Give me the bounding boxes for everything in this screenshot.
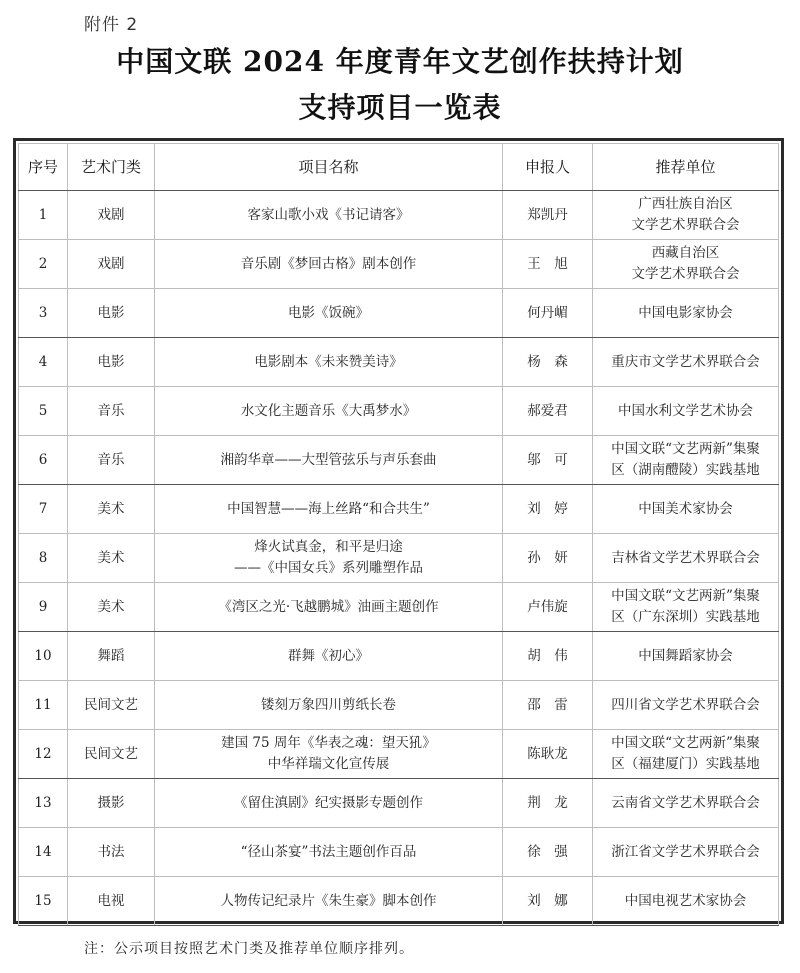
cell-applicant: 卢伟旋 — [503, 583, 593, 632]
cell-applicant: 陈耿龙 — [503, 730, 593, 779]
cell-project-line: 群舞《初心》 — [288, 647, 369, 664]
header-applicant: 申报人 — [503, 144, 593, 191]
cell-recommender-line: 文学艺术界联合会 — [631, 266, 740, 282]
cell-project — [155, 436, 503, 485]
cell-recommender-line: 中国文联“文艺两新”集聚 — [611, 588, 760, 604]
cell-project-line: 音乐剧《梦回古格》剧本创作 — [240, 255, 417, 272]
cell-recommender — [593, 681, 779, 730]
cell-category: 戏剧 — [68, 191, 155, 240]
table-row — [19, 387, 779, 436]
cell-category: 电影 — [68, 289, 155, 338]
cell-recommender — [593, 289, 779, 338]
cell-category: 电影 — [68, 338, 155, 387]
cell-recommender-line: 区（湖南醴陵）实践基地 — [611, 462, 760, 478]
page-title: 中国文联 2024 年度青年文艺创作扶持计划 — [116, 45, 684, 78]
cell-recommender-line: 中国舞蹈家协会 — [638, 647, 733, 664]
table-row — [19, 632, 779, 681]
cell-index: 6 — [19, 436, 68, 485]
table-row — [19, 240, 779, 289]
cell-index: 13 — [19, 779, 68, 828]
cell-applicant: 郑凯丹 — [503, 191, 593, 240]
table-row — [19, 436, 779, 485]
cell-recommender-line: 四川省文学艺术界联合会 — [611, 696, 760, 713]
cell-applicant: 刘 娜 — [503, 877, 593, 926]
cell-recommender — [593, 534, 779, 583]
cell-index: 9 — [19, 583, 68, 632]
cell-project-line: 电影《饭碗》 — [288, 304, 369, 321]
cell-index: 5 — [19, 387, 68, 436]
cell-project-line: “径山茶宴”书法主题创作百品 — [240, 843, 417, 860]
cell-category: 舞蹈 — [68, 632, 155, 681]
cell-applicant: 荆 龙 — [503, 779, 593, 828]
cell-project — [155, 338, 503, 387]
cell-recommender — [593, 730, 779, 779]
table-header-row — [19, 144, 779, 191]
cell-recommender-line: 区（福建厦门）实践基地 — [611, 756, 760, 772]
cell-project — [155, 289, 503, 338]
cell-recommender — [593, 387, 779, 436]
cell-recommender — [593, 191, 779, 240]
cell-category: 电视 — [68, 877, 155, 926]
cell-project — [155, 632, 503, 681]
cell-recommender-line: 中国文联“文艺两新”集聚 — [611, 441, 760, 457]
cell-category: 美术 — [68, 583, 155, 632]
footnote: 注：公示项目按照艺术门类及推荐单位顺序排列。 — [84, 941, 414, 957]
project-table — [18, 143, 779, 926]
attachment-label: 附件 2 — [84, 15, 139, 35]
cell-project-line: 镂刻万象四川剪纸长卷 — [261, 696, 396, 713]
cell-project — [155, 191, 503, 240]
cell-index: 4 — [19, 338, 68, 387]
cell-category: 美术 — [68, 485, 155, 534]
cell-project-line: 中华祥瑞文化宣传展 — [267, 756, 390, 772]
cell-index: 2 — [19, 240, 68, 289]
cell-recommender-line: 中国水利文学艺术协会 — [618, 402, 753, 419]
cell-project-line: 《留住滇剧》纪实摄影专题创作 — [234, 794, 423, 811]
cell-applicant: 邵 雷 — [503, 681, 593, 730]
cell-category: 民间文艺 — [68, 681, 155, 730]
cell-project-line: 电影剧本《未来赞美诗》 — [254, 353, 403, 370]
cell-category: 音乐 — [68, 387, 155, 436]
cell-project-line: 人物传记纪录片《朱生豪》脚本创作 — [220, 892, 437, 909]
cell-project — [155, 779, 503, 828]
cell-recommender-line: 广西壮族自治区 — [638, 196, 733, 212]
cell-recommender-line: 中国文联“文艺两新”集聚 — [611, 735, 760, 751]
cell-applicant: 王 旭 — [503, 240, 593, 289]
table-row — [19, 534, 779, 583]
cell-category: 书法 — [68, 828, 155, 877]
header-project: 项目名称 — [155, 144, 503, 191]
cell-recommender-line: 重庆市文学艺术界联合会 — [611, 353, 760, 370]
cell-project-line: 水文化主题音乐《大禹梦水》 — [240, 402, 417, 419]
cell-project — [155, 877, 503, 926]
cell-index: 14 — [19, 828, 68, 877]
table-row — [19, 681, 779, 730]
header-recommender: 推荐单位 — [593, 144, 779, 191]
table-row — [19, 485, 779, 534]
cell-recommender — [593, 779, 779, 828]
cell-recommender-line: 区（广东深圳）实践基地 — [611, 609, 760, 625]
cell-recommender — [593, 877, 779, 926]
cell-recommender-line: 中国美术家协会 — [638, 500, 733, 517]
header-category: 艺术门类 — [68, 144, 155, 191]
table-body — [19, 191, 779, 926]
table-row — [19, 289, 779, 338]
cell-category: 摄影 — [68, 779, 155, 828]
table-row — [19, 779, 779, 828]
cell-recommender — [593, 436, 779, 485]
header-index: 序号 — [19, 144, 68, 191]
cell-index: 8 — [19, 534, 68, 583]
cell-recommender-line: 文学艺术界联合会 — [631, 217, 740, 233]
cell-project-line: 《湾区之光·飞越鹏城》油画主题创作 — [218, 598, 439, 615]
cell-recommender-line: 西藏自治区 — [651, 245, 720, 261]
cell-recommender-line: 中国电视艺术家协会 — [624, 892, 747, 909]
page-subtitle: 支持项目一览表 — [298, 91, 502, 124]
cell-project — [155, 534, 503, 583]
cell-recommender — [593, 240, 779, 289]
table-row — [19, 583, 779, 632]
cell-recommender-line: 中国电影家协会 — [638, 304, 733, 321]
cell-applicant: 邬 可 — [503, 436, 593, 485]
cell-project — [155, 583, 503, 632]
cell-recommender-line: 吉林省文学艺术界联合会 — [611, 549, 760, 566]
cell-recommender — [593, 338, 779, 387]
cell-project-line: ——《中国女兵》系列雕塑作品 — [234, 560, 423, 576]
cell-recommender — [593, 632, 779, 681]
cell-category: 民间文艺 — [68, 730, 155, 779]
project-table-frame — [13, 138, 784, 924]
cell-index: 12 — [19, 730, 68, 779]
cell-index: 3 — [19, 289, 68, 338]
cell-recommender-line: 云南省文学艺术界联合会 — [611, 794, 760, 811]
cell-applicant: 杨 森 — [503, 338, 593, 387]
cell-category: 音乐 — [68, 436, 155, 485]
cell-applicant: 刘 婷 — [503, 485, 593, 534]
cell-applicant: 何丹嵋 — [503, 289, 593, 338]
cell-recommender — [593, 583, 779, 632]
cell-project-line: 中国智慧——海上丝路“和合共生” — [227, 500, 430, 517]
table-row — [19, 828, 779, 877]
cell-project-line: 烽火试真金，和平是归途 — [254, 539, 403, 555]
cell-index: 11 — [19, 681, 68, 730]
cell-project-line: 湘韵华章——大型管弦乐与声乐套曲 — [220, 451, 437, 468]
cell-recommender — [593, 485, 779, 534]
cell-recommender — [593, 828, 779, 877]
table-row — [19, 877, 779, 926]
cell-project — [155, 387, 503, 436]
cell-project-line: 客家山歌小戏《书记请客》 — [247, 206, 410, 223]
cell-category: 戏剧 — [68, 240, 155, 289]
cell-project — [155, 681, 503, 730]
cell-project — [155, 240, 503, 289]
cell-index: 10 — [19, 632, 68, 681]
table-row — [19, 730, 779, 779]
cell-index: 7 — [19, 485, 68, 534]
table-row — [19, 191, 779, 240]
cell-index: 1 — [19, 191, 68, 240]
cell-project — [155, 730, 503, 779]
cell-applicant: 徐 强 — [503, 828, 593, 877]
cell-recommender-line: 浙江省文学艺术界联合会 — [611, 843, 760, 860]
cell-project-line: 建国 75 周年《华表之魂：望天犼》 — [221, 735, 436, 751]
cell-applicant: 胡 伟 — [503, 632, 593, 681]
cell-project — [155, 828, 503, 877]
table-row — [19, 338, 779, 387]
cell-category: 美术 — [68, 534, 155, 583]
cell-applicant: 孙 妍 — [503, 534, 593, 583]
cell-index: 15 — [19, 877, 68, 926]
cell-project — [155, 485, 503, 534]
cell-applicant: 郝爱君 — [503, 387, 593, 436]
